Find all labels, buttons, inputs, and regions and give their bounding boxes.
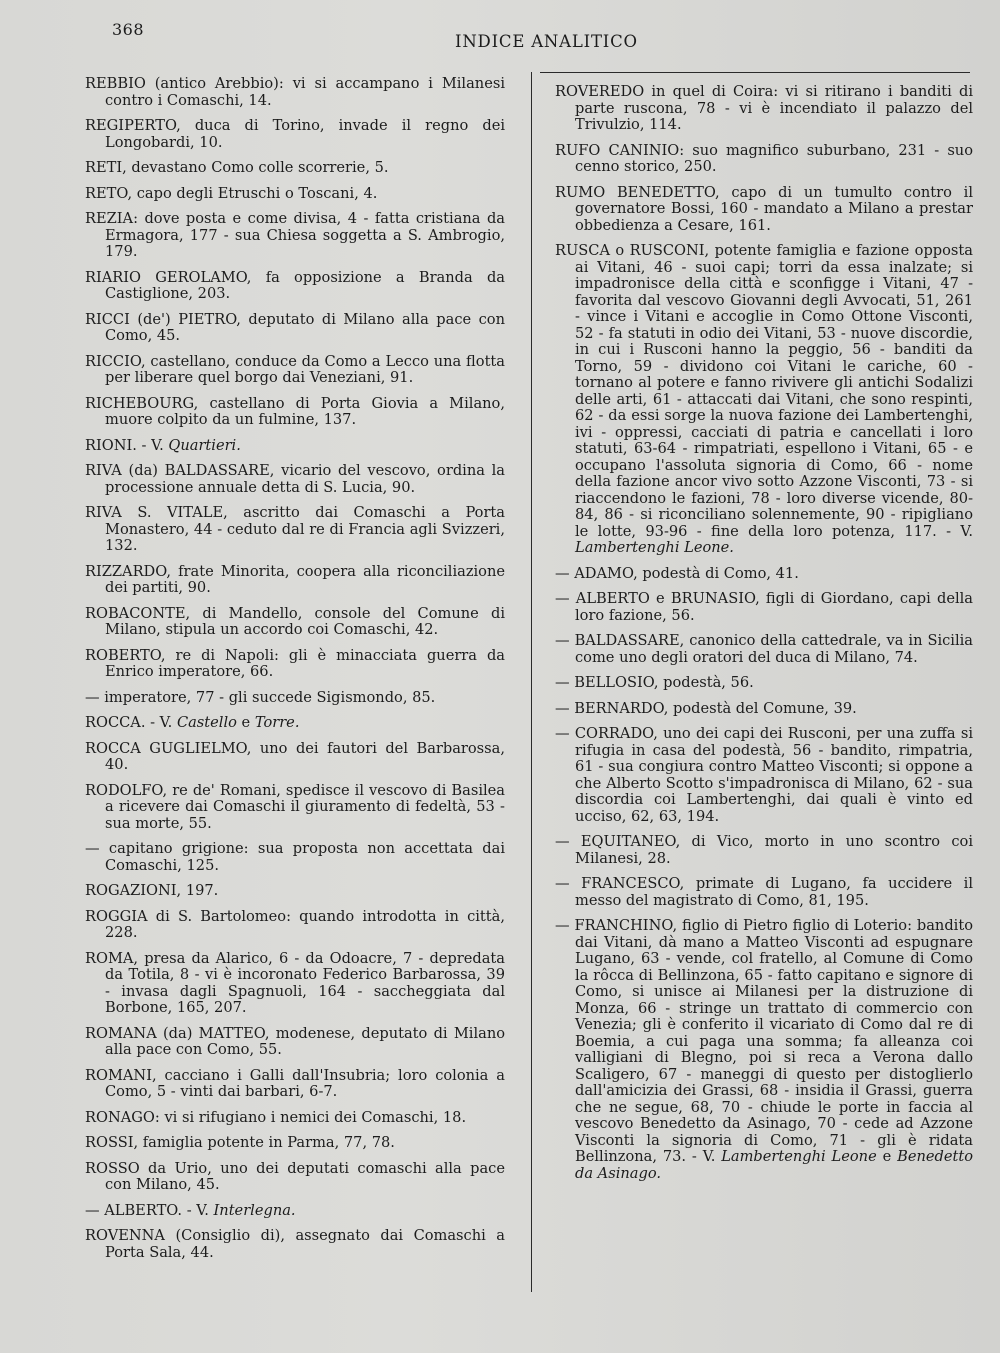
- entry-text: ROGAZIONI, 197.: [85, 882, 219, 899]
- cross-reference: Interlegna.: [213, 1201, 296, 1219]
- index-entry: [555, 591, 973, 624]
- index-entry: [85, 270, 505, 303]
- index-entry: [85, 883, 505, 900]
- index-entry: [85, 211, 505, 261]
- index-entry: [85, 1228, 505, 1261]
- index-entry: [85, 690, 505, 707]
- index-entry: [85, 463, 505, 496]
- index-entry: [85, 1135, 505, 1152]
- index-entry: [85, 715, 505, 732]
- index-entry: [85, 1203, 505, 1220]
- entry-text: RIZZARDO, frate Minorita, coopera alla riconciliazione dei partiti, 90.: [85, 562, 505, 596]
- index-entry: [85, 606, 505, 639]
- index-entry: [85, 505, 505, 555]
- entry-text: RODOLFO, re de' Romani, spedisce il vescovo di Basilea a ricevere dai Comaschi il giuramento di fedeltà, 53 - sua morte, 55.: [85, 781, 505, 832]
- entry-text: ROSSI, famiglia potente in Parma, 77, 78.: [85, 1134, 395, 1151]
- index-entry: [85, 186, 505, 203]
- entry-text: — CORRADO, uno dei capi dei Rusconi, per una zuffa si rifugia in casa del podestà, 56 - bandito, rimpatria, 61 - sua congiura contro Matteo Visconti; si oppone a che Alberto Scotto s'impadronisca di Milano, 62 - sua discordia coi Lambertenghi, dai quali è vinto ed ucciso, 62, 63, 194.: [555, 725, 973, 825]
- index-entry: [85, 396, 505, 429]
- entry-text: REGIPERTO, duca di Torino, invade il regno dei Longobardi, 10.: [85, 117, 505, 151]
- entry-text: — ADAMO, podestà di Como, 41.: [555, 564, 799, 582]
- page-number: 368: [112, 20, 145, 39]
- cross-reference: Benedetto da Asinago.: [575, 1148, 973, 1182]
- index-entry: [85, 76, 505, 109]
- index-entry: [85, 1110, 505, 1127]
- entry-text: — capitano grigione: sua proposta non accettata dai Comaschi, 125.: [85, 840, 505, 874]
- entry-text: ROVENNA (Consiglio di), assegnato dai Comaschi a Porta Sala, 44.: [85, 1227, 505, 1261]
- cross-reference: Castello: [176, 714, 237, 731]
- index-entry: [85, 564, 505, 597]
- index-entry: [555, 84, 973, 134]
- index-entry: [555, 566, 973, 583]
- entry-text: RICCIO, castellano, conduce da Como a Lecco una flotta per liberare quel borgo dai Veneziani, 91.: [85, 352, 505, 386]
- index-entry: [555, 243, 973, 557]
- entry-text: RUMO BENEDETTO, capo di un tumulto contro il governatore Bossi, 160 - mandato a Milano a prestar obbedienza a Cesare, 161.: [555, 183, 973, 234]
- entry-text: ROCCA. - V.: [85, 714, 177, 731]
- entry-text: — FRANCESCO, primate di Lugano, fa uccidere il messo del magistrato di Como, 81, 195.: [555, 875, 973, 909]
- entry-text: ROGGIA di S. Bartolomeo: quando introdotta in città, 228.: [85, 907, 505, 941]
- entry-text: RICHEBOURG, castellano di Porta Giovia a Milano, muore colpito da un fulmine, 137.: [85, 394, 505, 428]
- cross-reference: Torre.: [254, 714, 300, 731]
- header-rule: [540, 72, 970, 73]
- entry-text: RIONI. - V.: [85, 436, 169, 454]
- entry-text: — BELLOSIO, podestà, 56.: [555, 674, 754, 691]
- index-entry: [555, 834, 973, 867]
- index-entry: [85, 841, 505, 874]
- index-entry: [555, 876, 973, 909]
- index-entry: [85, 160, 505, 177]
- index-entry: [555, 675, 973, 692]
- cross-reference: Quartieri.: [168, 436, 241, 454]
- entry-text: RETI, devastano Como colle scorrerie, 5.: [85, 159, 389, 176]
- entry-text: ROBERTO, re di Napoli: gli è minacciata guerra da Enrico imperatore, 66.: [85, 646, 505, 680]
- entry-text: ROSSO da Urio, uno dei deputati comaschi alla pace con Milano, 45.: [85, 1159, 505, 1193]
- entry-text: — BERNARDO, podestà del Comune, 39.: [555, 699, 857, 717]
- index-entry: [85, 1161, 505, 1194]
- right-index-column: [555, 84, 973, 1191]
- index-entry: [555, 143, 973, 176]
- index-entry: [85, 648, 505, 681]
- entry-text: RIVA S. VITALE, ascritto dai Comaschi a Porta Monastero, 44 - ceduto dal re di Francia agli Svizzeri, 132.: [85, 504, 505, 554]
- entry-text: ROMANI, cacciano i Galli dall'Insubria; loro colonia a Como, 5 - vinti dai barbari, 6-7.: [85, 1066, 505, 1100]
- left-index-column: [85, 76, 505, 1270]
- entry-text: RONAGO: vi si rifugiano i nemici dei Comaschi, 18.: [85, 1108, 467, 1126]
- entry-text: ROMANA (da) MATTEO, modenese, deputato di Milano alla pace con Como, 55.: [85, 1024, 505, 1058]
- index-entry: [85, 1026, 505, 1059]
- cross-reference: Lambertenghi Leone.: [575, 539, 734, 556]
- entry-text: RICCI (de') PIETRO, deputato di Milano alla pace con Como, 45.: [85, 310, 505, 344]
- entry-text: REZIA: dove posta e come divisa, 4 - fatta cristiana da Ermagora, 177 - sua Chiesa soggetta a S. Ambrogio, 179.: [85, 210, 505, 260]
- running-title: INDICE ANALITICO: [455, 32, 638, 51]
- index-entry: [85, 783, 505, 833]
- index-entry: [85, 354, 505, 387]
- index-entry: [555, 726, 973, 825]
- entry-text: — ALBERTO. - V.: [85, 1201, 214, 1219]
- column-divider: [531, 72, 532, 1292]
- index-entry: [85, 118, 505, 151]
- entry-text: ROVEREDO in quel di Coira: vi si ritirano i banditi di parte ruscona, 78 - vi è incendiato il palazzo del Trivulzio, 114.: [555, 83, 973, 133]
- index-entry: [85, 312, 505, 345]
- entry-text: RETO, capo degli Etruschi o Toscani, 4.: [85, 184, 378, 202]
- entry-text: RIVA (da) BALDASSARE, vicario del vescovo, ordina la processione annuale detta di S. Lucia, 90.: [85, 462, 505, 496]
- index-entry: [555, 918, 973, 1182]
- entry-text: REBBIO (antico Arebbio): vi si accampano i Milanesi contro i Comaschi, 14.: [85, 75, 505, 109]
- index-entry: [555, 633, 973, 666]
- entry-text: RUFO CANINIO: suo magnifico suburbano, 231 - suo cenno storico, 250.: [555, 141, 973, 175]
- entry-text: RUSCA o RUSCONI, potente famiglia e fazione opposta ai Vitani, 46 - suoi capi; torri da essa inalzate; si impadronisce della città e sconfigge i Vitani, 47 - favorita dal vescovo Giovanni degli Avvocati, 51, 261 - vince i Vitani e accoglie in Como Ottone Visconti, 52 - fa statuti in odio dei Vitani, 53 - nuove discordie, in cui i Rusconi hanno la peggio, 56 - banditi da Torno, 59 - dividono coi Vitani le cariche, 60 - tornano al potere e fanno rivivere gli antichi Sodalizi delle arti, 61 - attaccati dai Vitani, che sono respinti, 62 - da essi sorge la nuova fazione dei Lambertenghi, ivi - oppressi, cacciati di patria e cancellati i loro statuti, 63-64 - rimpatriati, espellono i Vitani, 65 - e occupano l'assoluta signoria di Como, 66 - nome della fazione ancor vivo sotto Azzone Visconti, 73 - si riaccendono le fazioni, 78 - loro diverse vicende, 80-84, 86 - si riconciliano solennemente, 90 - ripigliano le lotte, 93-96 - fine della loro potenza, 117. - V.: [555, 242, 973, 540]
- index-entry: [85, 951, 505, 1017]
- index-entry: [555, 701, 973, 718]
- index-entry: [85, 1068, 505, 1101]
- index-entry: [85, 438, 505, 455]
- cross-reference: Lambertenghi Leone: [721, 1148, 877, 1165]
- entry-text: e: [876, 1148, 898, 1165]
- entry-text: — ALBERTO e BRUNASIO, figli di Giordano, capi della loro fazione, 56.: [555, 590, 973, 624]
- entry-text: — imperatore, 77 - gli succede Sigismondo, 85.: [85, 688, 436, 706]
- entry-text: e: [236, 714, 255, 731]
- entry-text: RIARIO GEROLAMO, fa opposizione a Branda da Castiglione, 203.: [85, 268, 505, 302]
- index-entry: [555, 185, 973, 235]
- entry-text: ROBACONTE, di Mandello, console del Comune di Milano, stipula un accordo coi Comaschi, 42.: [85, 604, 505, 638]
- entry-text: ROCCA GUGLIELMO, uno dei fautori del Barbarossa, 40.: [85, 739, 505, 773]
- entry-text: ROMA, presa da Alarico, 6 - da Odoacre, 7 - depredata da Totila, 8 - vi è incoronato Federico Barbarossa, 39 - invasa dagli Spagnuoli, 164 - saccheggiata dal Borbone, 165, 207.: [85, 949, 505, 1016]
- index-entry: [85, 741, 505, 774]
- entry-text: — EQUITANEO, di Vico, morto in uno scontro coi Milanesi, 28.: [555, 833, 973, 867]
- entry-text: — FRANCHINO, figlio di Pietro figlio di Loterio: bandito dai Vitani, dà mano a Matteo Visconti ad espugnare Lugano, 63 - vende, col fratello, al Comune di Como la rôcca di Bellinzona, 65 - fatto capitano e signore di Como, si unisce ai Milanesi per la distruzione di Monza, 66 - stringe un trattato di commercio con Venezia; gli è conferito il vicariato di Como dal re di Boemia, a cui paga una somma; fa alleanza coi valligiani di Blegno, poi si reca a Verona dallo Scaligero, 67 - maneggi di questo per distoglierlo dall'amicizia dei Grassi, 68 - insidia il Grassi, guerra che ne segue, 68, 70 - chiude le porte in faccia al vescovo Benedetto da Asinago, 70 - cede ad Azzone Visconti la signoria di Como, 71 - gli è ridata Bellinzona, 73. - V.: [555, 917, 973, 1165]
- entry-text: — BALDASSARE, canonico della cattedrale, va in Sicilia come uno degli oratori del duca di Milano, 74.: [555, 632, 973, 666]
- index-entry: [85, 909, 505, 942]
